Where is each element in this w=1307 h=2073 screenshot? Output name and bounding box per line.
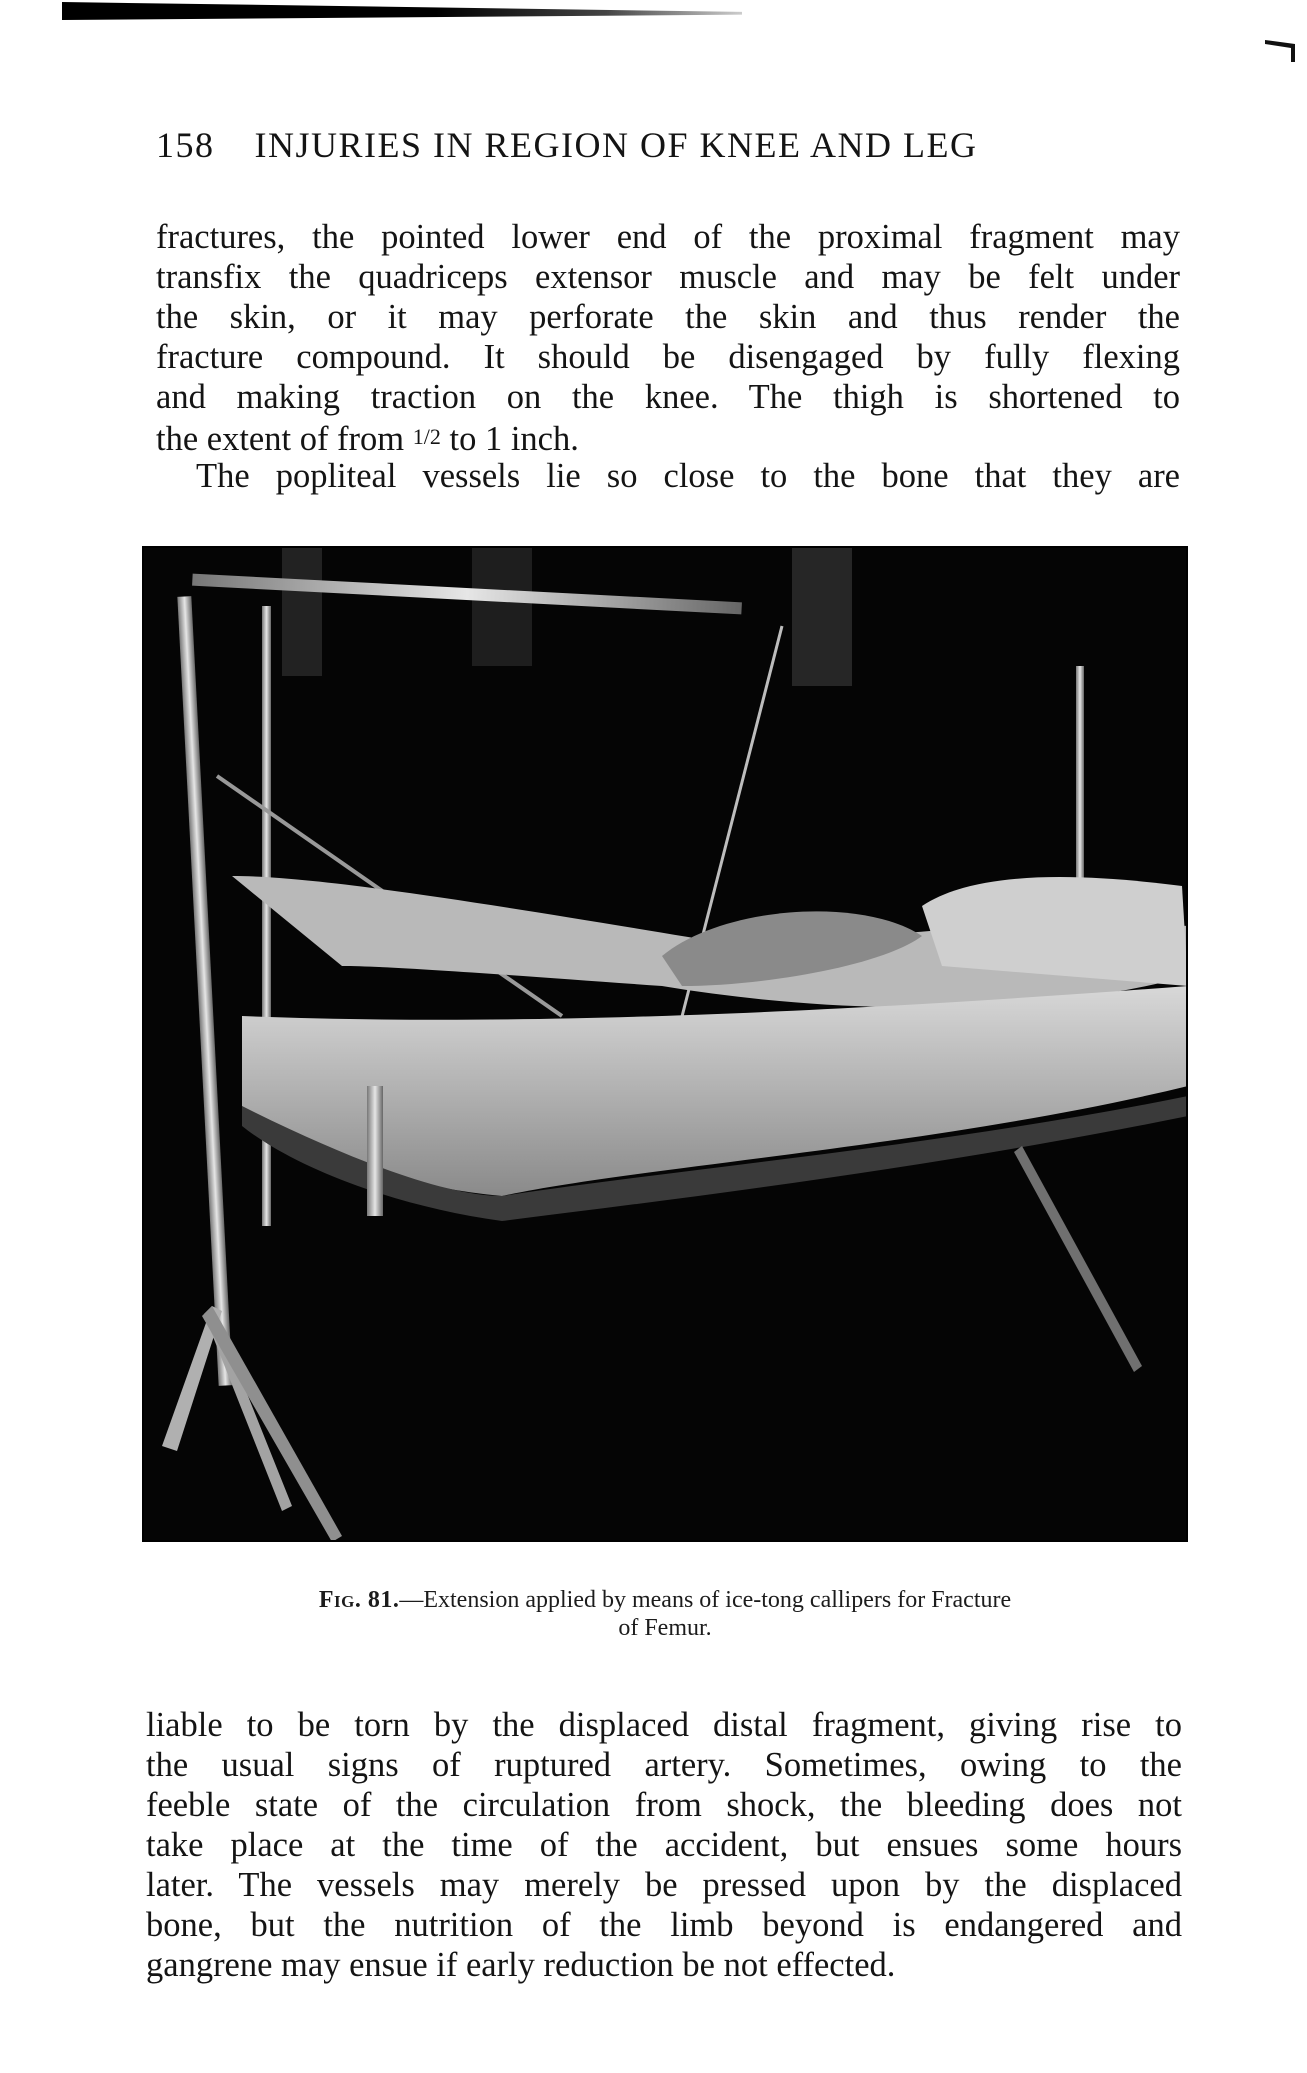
caption-line: of Femur.: [618, 1615, 712, 1641]
fraction: 1/2: [412, 424, 441, 449]
text-line: bone, but the nutrition of the limb beyond is endangered and: [146, 1906, 1182, 1944]
text-fragment: the extent of from: [156, 420, 413, 458]
figure-photo: [142, 546, 1188, 1542]
text-fragment: to 1 inch.: [440, 420, 579, 458]
caption-text: —Extension applied by means of ice-tong callipers for Fracture: [399, 1587, 1012, 1613]
text-line: the usual signs of ruptured artery. Sometimes, owing to the: [146, 1746, 1182, 1784]
text-line: transfix the quadriceps extensor muscle and may be felt under: [156, 258, 1180, 296]
text-line: The popliteal vessels lie so close to the bone that they are: [196, 457, 1180, 495]
text-line: and making traction on the knee. The thigh is shortened to: [156, 378, 1180, 416]
text-line: later. The vessels may merely be pressed upon by the displaced: [146, 1866, 1182, 1904]
figure-label: Fig. 81.: [318, 1587, 400, 1613]
top-rule: [62, 2, 742, 20]
fraction-numerator: 1: [412, 424, 424, 449]
corner-mark-icon: [1265, 36, 1297, 62]
text-line: the skin, or it may perforate the skin and thus render the: [156, 298, 1180, 336]
text-line: fracture compound. It should be disengaged by fully flexing: [156, 338, 1180, 376]
bed-traction-photo: [142, 546, 1188, 1542]
text-line: feeble state of the circulation from shock, the bleeding does not: [146, 1786, 1182, 1824]
text-line: liable to be torn by the displaced distal fragment, giving rise to: [146, 1706, 1182, 1744]
running-head-title: INJURIES IN REGION OF KNEE AND LEG: [254, 125, 978, 165]
caption-line: [142, 1586, 1188, 1614]
text-line: gangrene may ensue if early reduction be not effected.: [146, 1946, 896, 1984]
text-line: fractures, the pointed lower end of the proximal fragment may: [156, 218, 1180, 256]
paragraph-bottom: [146, 1705, 1182, 1985]
paragraph-popliteal: [196, 456, 1180, 496]
text-line: take place at the time of the accident, but ensues some hours: [146, 1826, 1182, 1864]
fraction-denominator: 2: [429, 424, 441, 449]
page-number: 158: [156, 125, 215, 165]
figure-caption: [142, 1586, 1188, 1642]
paragraph-top: [156, 217, 1180, 459]
running-header: [156, 124, 1172, 166]
text-line: [156, 417, 1180, 459]
